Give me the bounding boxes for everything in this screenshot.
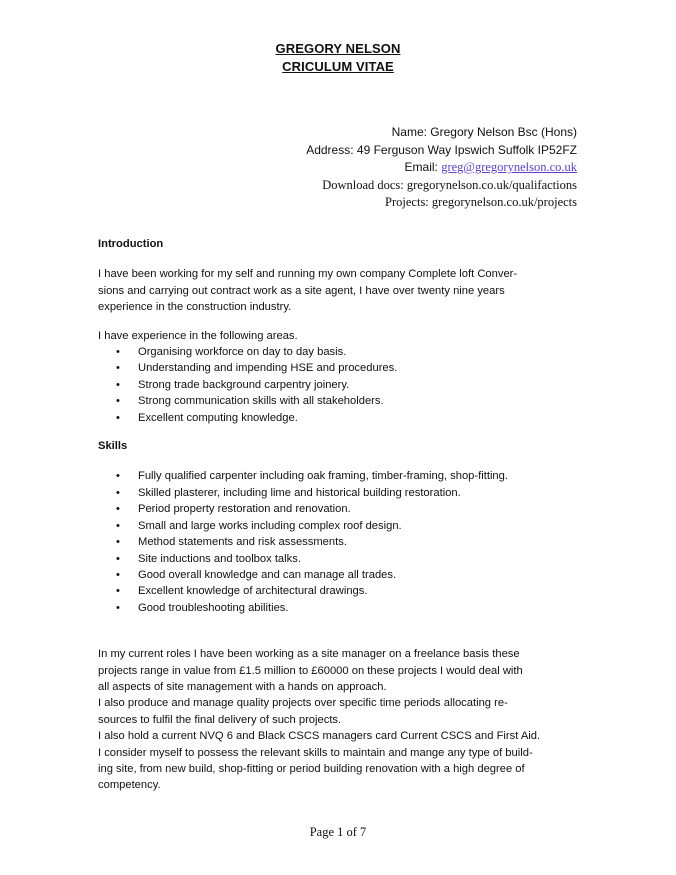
list-item: • Small and large works including complex roof design. (138, 518, 588, 534)
contact-projects: Projects: gregorynelson.co.uk/projects (385, 195, 577, 209)
skills-list (98, 468, 588, 616)
list-item: • Site inductions and toolbox talks. (138, 551, 588, 567)
title-block (0, 40, 676, 76)
summary-line: competency. (98, 779, 161, 792)
list-item: • Period property restoration and renovation. (138, 501, 588, 517)
cv-subtitle: CRICULUM VITAE (282, 59, 394, 74)
list-item: • Excellent computing knowledge. (138, 410, 588, 426)
list-item: • Skilled plasterer, including lime and historical building restoration. (138, 485, 588, 501)
summary-line: In my current roles I have been working as a site manager on a freelance basis these (98, 648, 520, 661)
list-item: • Good troubleshooting abilities. (138, 600, 588, 616)
contact-email-label: Email: (404, 160, 442, 174)
list-item: • Organising workforce on day to day basis. (138, 344, 588, 360)
introduction-heading: Introduction (98, 238, 164, 250)
experience-list (98, 344, 588, 426)
cv-name-title: GREGORY NELSON (275, 41, 401, 56)
list-item: • Strong communication skills with all stakeholders. (138, 393, 588, 409)
summary-line: I consider myself to possess the relevant skills to maintain and mange any type of build- (98, 746, 533, 759)
introduction-paragraph (98, 266, 588, 315)
experience-list-intro: I have experience in the following areas. (98, 329, 298, 342)
intro-line: experience in the construction industry. (98, 301, 292, 314)
list-item: • Method statements and risk assessments. (138, 534, 588, 550)
contact-block (306, 124, 577, 212)
summary-paragraph (98, 646, 588, 794)
cv-body (98, 236, 588, 794)
contact-docs: Download docs: gregorynelson.co.uk/qualifactions (322, 177, 577, 192)
contact-email-line (306, 159, 577, 177)
skills-heading: Skills (98, 440, 128, 453)
list-item: • Understanding and impending HSE and procedures. (138, 360, 588, 376)
intro-line: sions and carrying out contract work as a site agent, I have over twenty nine years (98, 284, 505, 297)
summary-line: all aspects of site management with a hands on approach. (98, 680, 387, 693)
summary-line: ing site, from new build, shop-fitting or period building renovation with a high degree of (98, 762, 525, 775)
contact-name: Name: Gregory Nelson Bsc (Hons) (391, 125, 577, 139)
summary-line: projects range in value from £1.5 million to £60000 on these projects I would deal with (98, 664, 523, 677)
list-item: • Good overall knowledge and can manage all trades. (138, 567, 588, 583)
list-item: • Strong trade background carpentry joinery. (138, 377, 588, 393)
list-item: • Excellent knowledge of architectural drawings. (138, 583, 588, 599)
summary-line: I also hold a current NVQ 6 and Black CSCS managers card Current CSCS and First Aid. (98, 730, 541, 743)
list-item: • Fully qualified carpenter including oak framing, timber-framing, shop-fitting. (138, 468, 588, 484)
summary-line: I also produce and manage quality projects over specific time periods allocating re- (98, 697, 508, 710)
page-number: Page 1 of 7 (309, 825, 367, 839)
contact-email-link[interactable]: greg@gregorynelson.co.uk (441, 160, 577, 174)
intro-line: I have been working for my self and running my own company Complete loft Conver- (98, 268, 518, 281)
summary-line: sources to fulfil the final delivery of such projects. (98, 713, 342, 726)
contact-address: Address: 49 Ferguson Way Ipswich Suffolk IP52FZ (306, 142, 577, 157)
